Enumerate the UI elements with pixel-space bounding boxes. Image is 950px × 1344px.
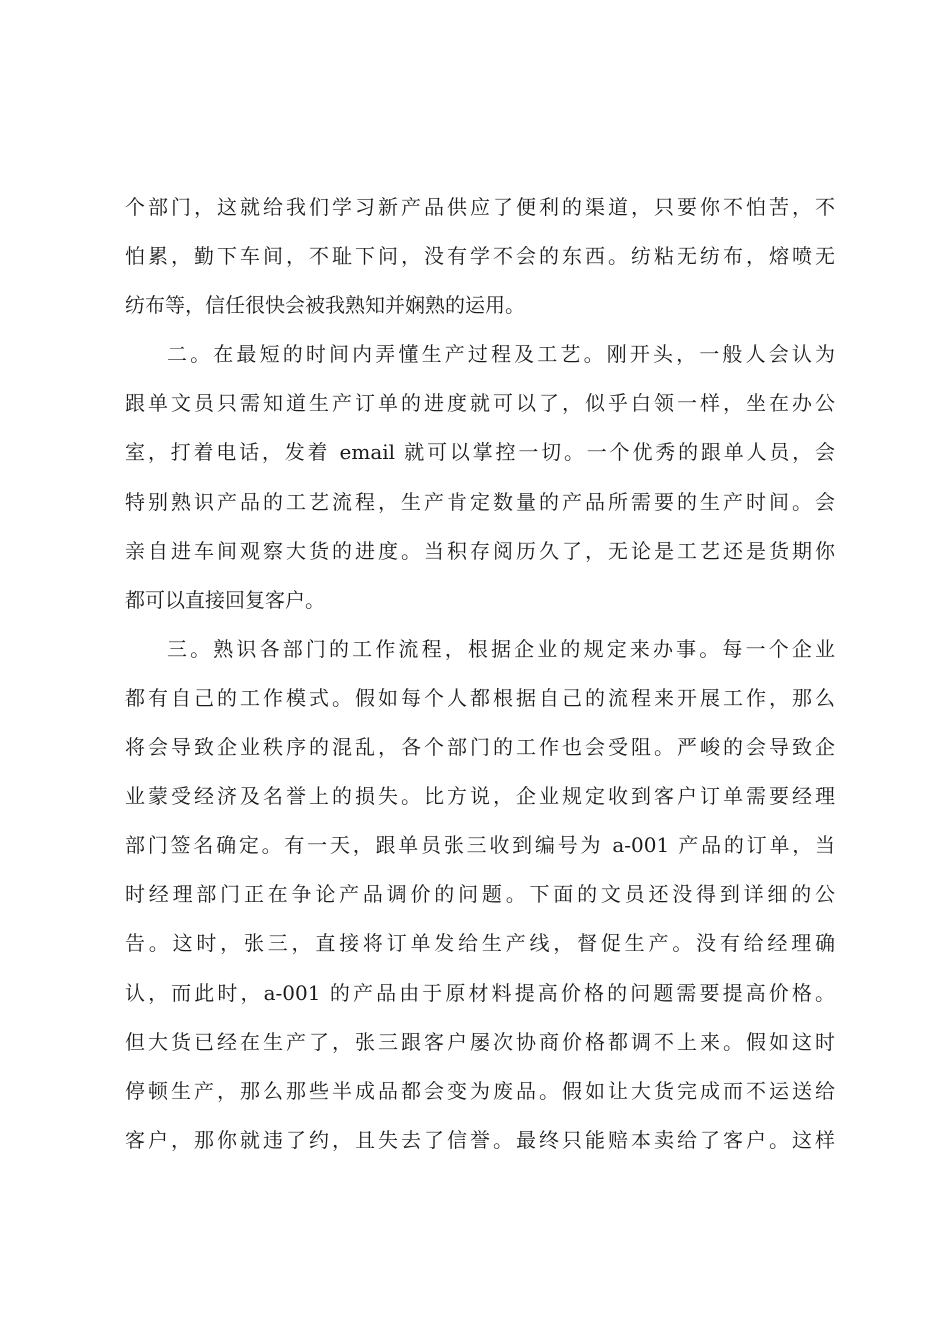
text-line: 停顿生产，那么那些半成品都会变为废品。假如让大货完成而不运送给 (125, 1078, 835, 1103)
text-line: 纺布等，信任很快会被我熟知并娴熟的运用。 (125, 293, 525, 318)
text-line: 将会导致企业秩序的混乱，各个部门的工作也会受阻。严峻的会导致企 (125, 735, 835, 760)
text-line: 个部门，这就给我们学习新产品供应了便利的渠道，只要你不怕苦，不 (125, 195, 835, 219)
text-line: 认，而此时，a-001 的产品由于原材料提高价格的问题需要提高价格。 (125, 980, 835, 1005)
text-line: 都有自己的工作模式。假如每个人都根据自己的流程来开展工作，那么 (125, 685, 835, 710)
text-line: 跟单文员只需知道生产订单的进度就可以了，似乎白领一样，坐在办公 (125, 391, 835, 416)
text-line: 三。熟识各部门的工作流程，根据企业的规定来办事。每一个企业 (167, 636, 835, 661)
text-line: 时经理部门正在争论产品调价的问题。下面的文员还没得到详细的公 (125, 882, 835, 907)
paragraph-1 (125, 183, 835, 330)
text-line: 二。在最短的时间内弄懂生产过程及工艺。刚开头，一般人会认为 (167, 342, 835, 367)
text-line: 客户，那你就违了约，且失去了信誉。最终只能赔本卖给了客户。这样 (125, 1127, 835, 1152)
text-line: 室，打着电话，发着 email 就可以掌控一切。一个优秀的跟单人员，会 (125, 440, 835, 465)
text-line: 都可以直接回复客户。 (125, 587, 325, 612)
text-line: 亲自进车间观察大货的进度。当积存阅历久了，无论是工艺还是货期你 (125, 538, 835, 563)
document-body (125, 183, 835, 1165)
text-line: 告。这时，张三，直接将订单发给生产线，督促生产。没有给经理确 (125, 931, 835, 956)
text-line: 业蒙受经济及名誉上的损失。比方说，企业规定收到客户订单需要经理 (125, 784, 835, 809)
paragraph-2 (125, 330, 835, 625)
text-line: 怕累，勤下车间，不耻下问，没有学不会的东西。纺粘无纺布，熔喷无 (125, 244, 835, 269)
text-line: 但大货已经在生产了，张三跟客户屡次协商价格都调不上来。假如这时 (125, 1029, 835, 1054)
paragraph-3 (125, 625, 835, 1165)
text-line: 特别熟识产品的工艺流程，生产肯定数量的产品所需要的生产时间。会 (125, 489, 835, 514)
text-line: 部门签名确定。有一天，跟单员张三收到编号为 a-001 产品的订单，当 (125, 833, 835, 858)
